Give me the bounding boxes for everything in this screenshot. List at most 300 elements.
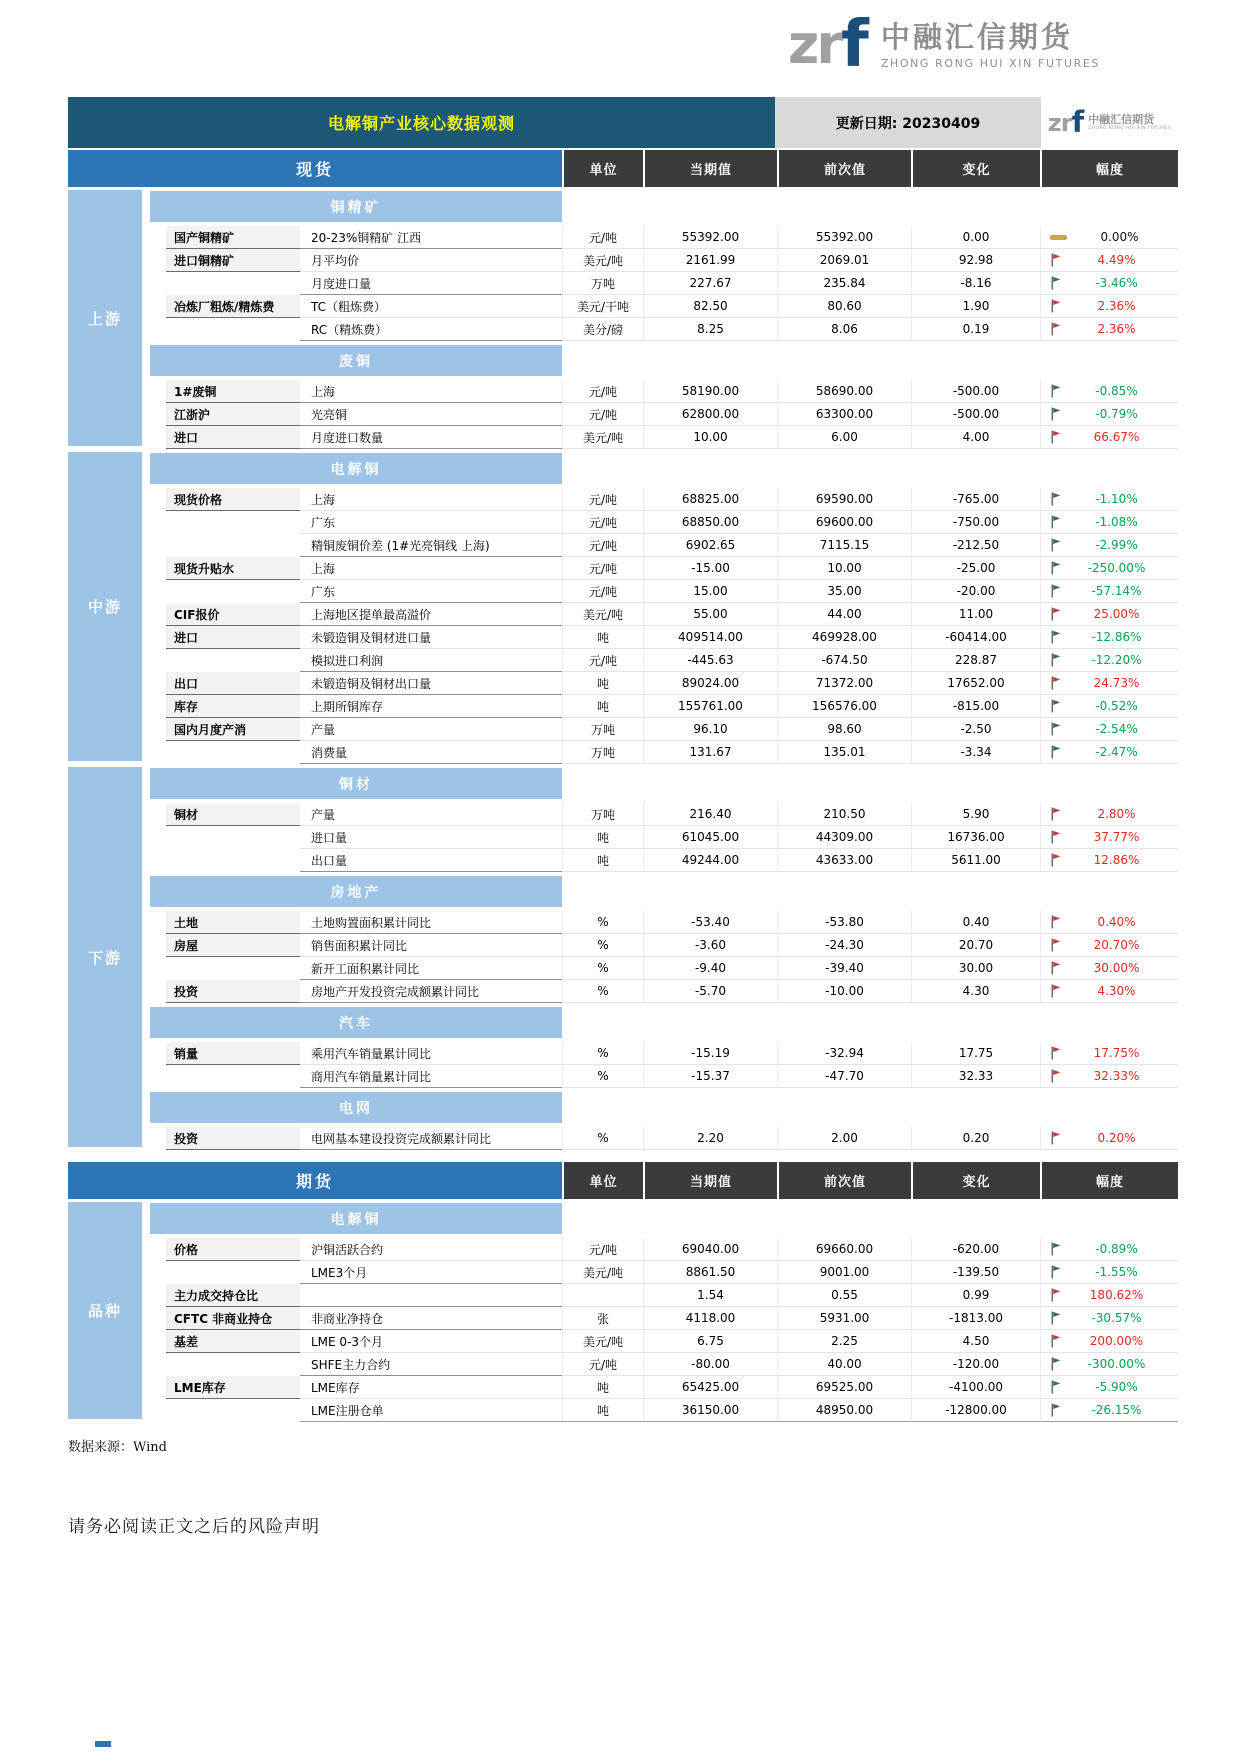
row-label: 库存 bbox=[166, 695, 300, 718]
row-previous-value: 40.00 bbox=[777, 1353, 911, 1376]
row-desc: 乘用汽车销量累计同比 bbox=[300, 1042, 562, 1065]
down-flag-icon bbox=[1050, 515, 1061, 529]
row-unit: 万吨 bbox=[562, 272, 643, 295]
down-flag-icon bbox=[1050, 1242, 1061, 1256]
table-row bbox=[150, 295, 1178, 318]
row-previous-value: 235.84 bbox=[777, 272, 911, 295]
row-previous-value: -10.00 bbox=[777, 980, 911, 1003]
row-current-value: 61045.00 bbox=[643, 826, 777, 849]
table-row bbox=[150, 1376, 1178, 1399]
row-desc: 非商业净持仓 bbox=[300, 1307, 562, 1330]
row-desc: LME注册仓单 bbox=[300, 1399, 562, 1422]
row-desc: 电网基本建设投资完成额累计同比 bbox=[300, 1127, 562, 1150]
logo-chinese-name: 中融汇信期货 bbox=[880, 20, 1073, 54]
row-desc: 土地购置面积累计同比 bbox=[300, 911, 562, 934]
row-label: 进口 bbox=[166, 426, 300, 449]
table-row bbox=[150, 534, 1178, 557]
row-desc: 光亮铜 bbox=[300, 403, 562, 426]
row-label: 房屋 bbox=[166, 934, 300, 957]
report-body bbox=[68, 97, 1178, 1455]
row-current-value: 2.20 bbox=[643, 1127, 777, 1150]
row-current-value: 131.67 bbox=[643, 741, 777, 764]
row-unit: % bbox=[562, 980, 643, 1003]
table-row bbox=[150, 426, 1178, 449]
row-previous-value: 5931.00 bbox=[777, 1307, 911, 1330]
amplitude-value: 32.33% bbox=[1093, 1069, 1140, 1083]
row-current-value: 55.00 bbox=[643, 603, 777, 626]
row-label-cell bbox=[150, 1284, 300, 1307]
row-change-value: -20.00 bbox=[911, 580, 1040, 603]
row-current-value: 82.50 bbox=[643, 295, 777, 318]
amplitude-value: 4.49% bbox=[1097, 253, 1136, 267]
amplitude-value: -3.46% bbox=[1095, 276, 1138, 290]
row-change-value: 30.00 bbox=[911, 957, 1040, 980]
down-flag-icon bbox=[1050, 561, 1061, 575]
amplitude-value: 66.67% bbox=[1093, 430, 1140, 444]
table-row bbox=[150, 649, 1178, 672]
row-label-cell bbox=[150, 649, 300, 672]
column-header-current: 当期值 bbox=[643, 150, 777, 187]
row-label-cell bbox=[150, 934, 300, 957]
row-amplitude-cell bbox=[1040, 826, 1178, 849]
row-current-value: 10.00 bbox=[643, 426, 777, 449]
row-change-value: 5611.00 bbox=[911, 849, 1040, 872]
row-unit: 美元/吨 bbox=[562, 1261, 643, 1284]
row-label: 冶炼厂粗炼/精炼费 bbox=[166, 295, 300, 318]
logo-wordmark-small bbox=[1088, 114, 1171, 131]
row-amplitude-cell bbox=[1040, 980, 1178, 1003]
row-change-value: 4.50 bbox=[911, 1330, 1040, 1353]
row-amplitude-cell bbox=[1040, 295, 1178, 318]
table-row bbox=[150, 249, 1178, 272]
amplitude-value: 180.62% bbox=[1089, 1288, 1144, 1302]
up-flag-icon bbox=[1050, 430, 1061, 444]
table-row bbox=[150, 603, 1178, 626]
amplitude-value: 200.00% bbox=[1089, 1334, 1144, 1348]
row-label: 基差 bbox=[166, 1330, 300, 1353]
row-unit: 吨 bbox=[562, 826, 643, 849]
row-amplitude-cell bbox=[1040, 741, 1178, 764]
row-desc: 模拟进口利润 bbox=[300, 649, 562, 672]
table-row bbox=[150, 580, 1178, 603]
down-flag-icon bbox=[1050, 407, 1061, 421]
row-amplitude-cell bbox=[1040, 957, 1178, 980]
row-previous-value: -24.30 bbox=[777, 934, 911, 957]
row-change-value: -25.00 bbox=[911, 557, 1040, 580]
logo-english-name: ZHONG RONG HUI XIN FUTURES bbox=[880, 56, 1100, 70]
up-flag-icon bbox=[1050, 1046, 1061, 1060]
table-row bbox=[150, 1284, 1178, 1307]
table-row bbox=[150, 380, 1178, 403]
row-previous-value: 210.50 bbox=[777, 803, 911, 826]
risk-disclaimer: 请务必阅读正文之后的风险声明 bbox=[68, 1517, 320, 1537]
row-previous-value: 43633.00 bbox=[777, 849, 911, 872]
row-current-value: 89024.00 bbox=[643, 672, 777, 695]
row-label: 出口 bbox=[166, 672, 300, 695]
row-current-value: 216.40 bbox=[643, 803, 777, 826]
row-change-value: -750.00 bbox=[911, 511, 1040, 534]
page-title: 电解铜产业核心数据观测 bbox=[68, 97, 775, 148]
row-change-value: 16736.00 bbox=[911, 826, 1040, 849]
row-label: 主力成交持仓比 bbox=[166, 1284, 300, 1307]
table-row bbox=[150, 826, 1178, 849]
row-amplitude-cell bbox=[1040, 1330, 1178, 1353]
row-change-value: 11.00 bbox=[911, 603, 1040, 626]
table-row bbox=[150, 1065, 1178, 1088]
row-label-cell bbox=[150, 603, 300, 626]
row-label-cell bbox=[150, 580, 300, 603]
up-flag-icon bbox=[1050, 607, 1061, 621]
row-change-value: 32.33 bbox=[911, 1065, 1040, 1088]
row-change-value: 0.20 bbox=[911, 1127, 1040, 1150]
row-previous-value: 98.60 bbox=[777, 718, 911, 741]
rail-label-上游: 上游 bbox=[68, 190, 142, 446]
row-current-value: -5.70 bbox=[643, 980, 777, 1003]
row-label: 国产铜精矿 bbox=[166, 226, 300, 249]
company-logo-small bbox=[1047, 104, 1172, 139]
column-header-change: 变化 bbox=[911, 150, 1040, 187]
row-desc: 上海 bbox=[300, 557, 562, 580]
row-previous-value: -39.40 bbox=[777, 957, 911, 980]
row-unit: 美元/吨 bbox=[562, 426, 643, 449]
table-row bbox=[150, 272, 1178, 295]
row-desc: 月平均价 bbox=[300, 249, 562, 272]
row-desc: 20-23%铜精矿 江西 bbox=[300, 226, 562, 249]
row-label-cell bbox=[150, 1307, 300, 1330]
down-flag-icon bbox=[1050, 1311, 1061, 1325]
row-previous-value: 44309.00 bbox=[777, 826, 911, 849]
row-amplitude-cell bbox=[1040, 803, 1178, 826]
amplitude-value: -1.55% bbox=[1095, 1265, 1138, 1279]
row-desc: 广东 bbox=[300, 580, 562, 603]
row-previous-value: 2.25 bbox=[777, 1330, 911, 1353]
table-row bbox=[150, 511, 1178, 534]
title-logo-box bbox=[1041, 97, 1178, 148]
row-desc: 月度进口量 bbox=[300, 272, 562, 295]
row-amplitude-cell bbox=[1040, 403, 1178, 426]
row-previous-value: 156576.00 bbox=[777, 695, 911, 718]
row-change-value: -212.50 bbox=[911, 534, 1040, 557]
row-previous-value: -32.94 bbox=[777, 1042, 911, 1065]
row-current-value: 2161.99 bbox=[643, 249, 777, 272]
row-desc: 精铜废铜价差 (1#光亮铜线 上海) bbox=[300, 534, 562, 557]
amplitude-value: -12.86% bbox=[1091, 630, 1142, 644]
table-row bbox=[150, 1353, 1178, 1376]
amplitude-value: 37.77% bbox=[1093, 830, 1140, 844]
section-header: 电解铜 bbox=[150, 453, 562, 484]
section-header: 铜材 bbox=[150, 768, 562, 799]
row-unit: 吨 bbox=[562, 695, 643, 718]
row-unit: 美元/吨 bbox=[562, 1330, 643, 1353]
row-current-value: 62800.00 bbox=[643, 403, 777, 426]
column-header-unit: 单位 bbox=[562, 150, 643, 187]
down-flag-icon bbox=[1050, 745, 1061, 759]
row-amplitude-cell bbox=[1040, 318, 1178, 341]
amplitude-value: 24.73% bbox=[1093, 676, 1140, 690]
row-current-value: 4118.00 bbox=[643, 1307, 777, 1330]
row-change-value: -815.00 bbox=[911, 695, 1040, 718]
table-row bbox=[150, 980, 1178, 1003]
up-flag-icon bbox=[1050, 938, 1061, 952]
group-content bbox=[150, 1199, 1178, 1422]
row-label-cell bbox=[150, 488, 300, 511]
row-current-value: 65425.00 bbox=[643, 1376, 777, 1399]
table-row bbox=[150, 318, 1178, 341]
row-amplitude-cell bbox=[1040, 1353, 1178, 1376]
down-flag-icon bbox=[1050, 1265, 1061, 1279]
row-previous-value: 80.60 bbox=[777, 295, 911, 318]
row-label-cell bbox=[150, 803, 300, 826]
row-label: 土地 bbox=[166, 911, 300, 934]
table-row bbox=[150, 403, 1178, 426]
amplitude-value: 0.00% bbox=[1100, 230, 1139, 244]
column-header-amplitude: 幅度 bbox=[1040, 1162, 1178, 1199]
row-current-value: 68825.00 bbox=[643, 488, 777, 511]
row-label-cell bbox=[150, 1353, 300, 1376]
row-label: CIF报价 bbox=[166, 603, 300, 626]
row-label-cell bbox=[150, 426, 300, 449]
row-desc: 出口量 bbox=[300, 849, 562, 872]
logo-english-name: ZHONG RONG HUI XIN FUTURES bbox=[1088, 126, 1172, 132]
row-current-value: -53.40 bbox=[643, 911, 777, 934]
up-flag-icon bbox=[1050, 1131, 1061, 1145]
row-unit: 万吨 bbox=[562, 741, 643, 764]
section-header: 废铜 bbox=[150, 345, 562, 376]
amplitude-value: 25.00% bbox=[1093, 607, 1140, 621]
row-label-cell bbox=[150, 318, 300, 341]
row-change-value: 4.30 bbox=[911, 980, 1040, 1003]
title-band bbox=[68, 97, 1178, 148]
row-current-value: 49244.00 bbox=[643, 849, 777, 872]
row-change-value: 228.87 bbox=[911, 649, 1040, 672]
row-amplitude-cell bbox=[1040, 1127, 1178, 1150]
row-label-cell bbox=[150, 1065, 300, 1088]
row-unit: 张 bbox=[562, 1307, 643, 1330]
row-unit bbox=[562, 1284, 643, 1307]
row-amplitude-cell bbox=[1040, 1065, 1178, 1088]
table-row bbox=[150, 695, 1178, 718]
row-label: LME库存 bbox=[166, 1376, 300, 1399]
row-amplitude-cell bbox=[1040, 272, 1178, 295]
row-previous-value: -47.70 bbox=[777, 1065, 911, 1088]
row-label: 进口 bbox=[166, 626, 300, 649]
amplitude-value: -1.08% bbox=[1095, 515, 1138, 529]
column-header-current: 当期值 bbox=[643, 1162, 777, 1199]
row-amplitude-cell bbox=[1040, 695, 1178, 718]
up-flag-icon bbox=[1050, 676, 1061, 690]
amplitude-value: -1.10% bbox=[1095, 492, 1138, 506]
row-change-value: -765.00 bbox=[911, 488, 1040, 511]
amplitude-value: 2.80% bbox=[1097, 807, 1136, 821]
row-current-value: -15.00 bbox=[643, 557, 777, 580]
row-label: 铜材 bbox=[166, 803, 300, 826]
row-desc: 商用汽车销量累计同比 bbox=[300, 1065, 562, 1088]
row-change-value: -2.50 bbox=[911, 718, 1040, 741]
amplitude-value: -57.14% bbox=[1091, 584, 1142, 598]
row-label-cell bbox=[150, 826, 300, 849]
row-desc: RC（精炼费） bbox=[300, 318, 562, 341]
row-desc: 新开工面积累计同比 bbox=[300, 957, 562, 980]
table-header-row bbox=[68, 1162, 1178, 1199]
row-amplitude-cell bbox=[1040, 534, 1178, 557]
row-label: 国内月度产消 bbox=[166, 718, 300, 741]
row-previous-value: 48950.00 bbox=[777, 1399, 911, 1422]
amplitude-value: 4.30% bbox=[1097, 984, 1136, 998]
table-row bbox=[150, 934, 1178, 957]
row-current-value: -3.60 bbox=[643, 934, 777, 957]
row-previous-value: 7115.15 bbox=[777, 534, 911, 557]
row-current-value: 6902.65 bbox=[643, 534, 777, 557]
row-unit: 吨 bbox=[562, 626, 643, 649]
row-desc: 消费量 bbox=[300, 741, 562, 764]
row-previous-value: 2.00 bbox=[777, 1127, 911, 1150]
row-previous-value: 71372.00 bbox=[777, 672, 911, 695]
row-change-value: -4100.00 bbox=[911, 1376, 1040, 1399]
row-change-value: -139.50 bbox=[911, 1261, 1040, 1284]
group-content bbox=[150, 764, 1178, 1150]
amplitude-value: 30.00% bbox=[1093, 961, 1140, 975]
row-amplitude-cell bbox=[1040, 380, 1178, 403]
row-desc: LME库存 bbox=[300, 1376, 562, 1399]
row-change-value: -620.00 bbox=[911, 1238, 1040, 1261]
row-previous-value: 10.00 bbox=[777, 557, 911, 580]
down-flag-icon bbox=[1050, 630, 1061, 644]
row-label-cell bbox=[150, 249, 300, 272]
row-change-value: -3.34 bbox=[911, 741, 1040, 764]
table-row bbox=[150, 1042, 1178, 1065]
row-desc: 未锻造铜及铜材进口量 bbox=[300, 626, 562, 649]
table-row bbox=[150, 911, 1178, 934]
row-unit: 美元/吨 bbox=[562, 249, 643, 272]
row-desc: 上海地区提单最高溢价 bbox=[300, 603, 562, 626]
table-row bbox=[150, 557, 1178, 580]
amplitude-value: 2.36% bbox=[1097, 322, 1136, 336]
column-header-previous: 前次值 bbox=[777, 1162, 911, 1199]
up-flag-icon bbox=[1050, 807, 1061, 821]
row-unit: % bbox=[562, 1065, 643, 1088]
row-unit: % bbox=[562, 934, 643, 957]
row-previous-value: 63300.00 bbox=[777, 403, 911, 426]
amplitude-value: -2.47% bbox=[1095, 745, 1138, 759]
row-unit: 吨 bbox=[562, 849, 643, 872]
row-label-cell bbox=[150, 1238, 300, 1261]
amplitude-value: -12.20% bbox=[1091, 653, 1142, 667]
row-current-value: -9.40 bbox=[643, 957, 777, 980]
row-previous-value: 69525.00 bbox=[777, 1376, 911, 1399]
table-group bbox=[68, 449, 1178, 764]
row-previous-value: 8.06 bbox=[777, 318, 911, 341]
table-header-row bbox=[68, 150, 1178, 187]
row-amplitude-cell bbox=[1040, 488, 1178, 511]
row-unit: 元/吨 bbox=[562, 1238, 643, 1261]
row-amplitude-cell bbox=[1040, 580, 1178, 603]
row-desc: LME3个月 bbox=[300, 1261, 562, 1284]
table-row bbox=[150, 718, 1178, 741]
down-flag-icon bbox=[1050, 276, 1061, 290]
rail-label-品种: 品种 bbox=[68, 1202, 142, 1419]
table-row bbox=[150, 957, 1178, 980]
row-current-value: 8.25 bbox=[643, 318, 777, 341]
row-current-value: -15.19 bbox=[643, 1042, 777, 1065]
row-amplitude-cell bbox=[1040, 603, 1178, 626]
row-desc: LME 0-3个月 bbox=[300, 1330, 562, 1353]
up-flag-icon bbox=[1050, 322, 1061, 336]
row-amplitude-cell bbox=[1040, 1261, 1178, 1284]
row-previous-value: 69600.00 bbox=[777, 511, 911, 534]
row-amplitude-cell bbox=[1040, 1307, 1178, 1330]
row-previous-value: 35.00 bbox=[777, 580, 911, 603]
amplitude-value: -0.79% bbox=[1095, 407, 1138, 421]
row-current-value: 15.00 bbox=[643, 580, 777, 603]
futures-table bbox=[68, 1162, 1178, 1422]
row-current-value: -445.63 bbox=[643, 649, 777, 672]
row-desc: 产量 bbox=[300, 803, 562, 826]
row-previous-value: 469928.00 bbox=[777, 626, 911, 649]
row-unit: % bbox=[562, 957, 643, 980]
row-unit: % bbox=[562, 1042, 643, 1065]
row-current-value: 69040.00 bbox=[643, 1238, 777, 1261]
row-label: 投资 bbox=[166, 1127, 300, 1150]
row-desc: 进口量 bbox=[300, 826, 562, 849]
row-unit: 吨 bbox=[562, 672, 643, 695]
logo-f-letter: f bbox=[840, 8, 869, 82]
section-header: 电解铜 bbox=[150, 1203, 562, 1234]
row-label: 现货升贴水 bbox=[166, 557, 300, 580]
row-unit: 元/吨 bbox=[562, 403, 643, 426]
down-flag-icon bbox=[1050, 699, 1061, 713]
row-change-value: -12800.00 bbox=[911, 1399, 1040, 1422]
row-change-value: 5.90 bbox=[911, 803, 1040, 826]
table-group bbox=[68, 187, 1178, 449]
section-header: 汽车 bbox=[150, 1007, 562, 1038]
up-flag-icon bbox=[1050, 253, 1061, 267]
row-label-cell bbox=[150, 672, 300, 695]
row-label-cell bbox=[150, 226, 300, 249]
section-header: 铜精矿 bbox=[150, 191, 562, 222]
row-label: 现货价格 bbox=[166, 488, 300, 511]
logo-chinese-name: 中融汇信期货 bbox=[1088, 112, 1155, 126]
up-flag-icon bbox=[1050, 1069, 1061, 1083]
amplitude-value: -5.90% bbox=[1095, 1380, 1138, 1394]
row-change-value: -120.00 bbox=[911, 1353, 1040, 1376]
table-row bbox=[150, 741, 1178, 764]
amplitude-value: 17.75% bbox=[1093, 1046, 1140, 1060]
row-previous-value: 55392.00 bbox=[777, 226, 911, 249]
amplitude-value: -2.54% bbox=[1095, 722, 1138, 736]
row-label-cell bbox=[150, 741, 300, 764]
row-previous-value: 6.00 bbox=[777, 426, 911, 449]
logo-f-letter: f bbox=[1071, 104, 1085, 139]
row-amplitude-cell bbox=[1040, 557, 1178, 580]
row-label-cell bbox=[150, 911, 300, 934]
up-flag-icon bbox=[1050, 1288, 1061, 1302]
up-flag-icon bbox=[1050, 853, 1061, 867]
row-previous-value: 9001.00 bbox=[777, 1261, 911, 1284]
row-unit: 元/吨 bbox=[562, 488, 643, 511]
row-unit: 元/吨 bbox=[562, 511, 643, 534]
row-label: 销量 bbox=[166, 1042, 300, 1065]
down-flag-icon bbox=[1050, 1357, 1061, 1371]
amplitude-value: -2.99% bbox=[1095, 538, 1138, 552]
table-row bbox=[150, 1307, 1178, 1330]
rail-label-中游: 中游 bbox=[68, 452, 142, 761]
down-flag-icon bbox=[1050, 1403, 1061, 1417]
row-current-value: 8861.50 bbox=[643, 1261, 777, 1284]
amplitude-value: 20.70% bbox=[1093, 938, 1140, 952]
row-label: 1#废铜 bbox=[166, 380, 300, 403]
amplitude-value: -26.15% bbox=[1091, 1403, 1142, 1417]
row-change-value: 92.98 bbox=[911, 249, 1040, 272]
